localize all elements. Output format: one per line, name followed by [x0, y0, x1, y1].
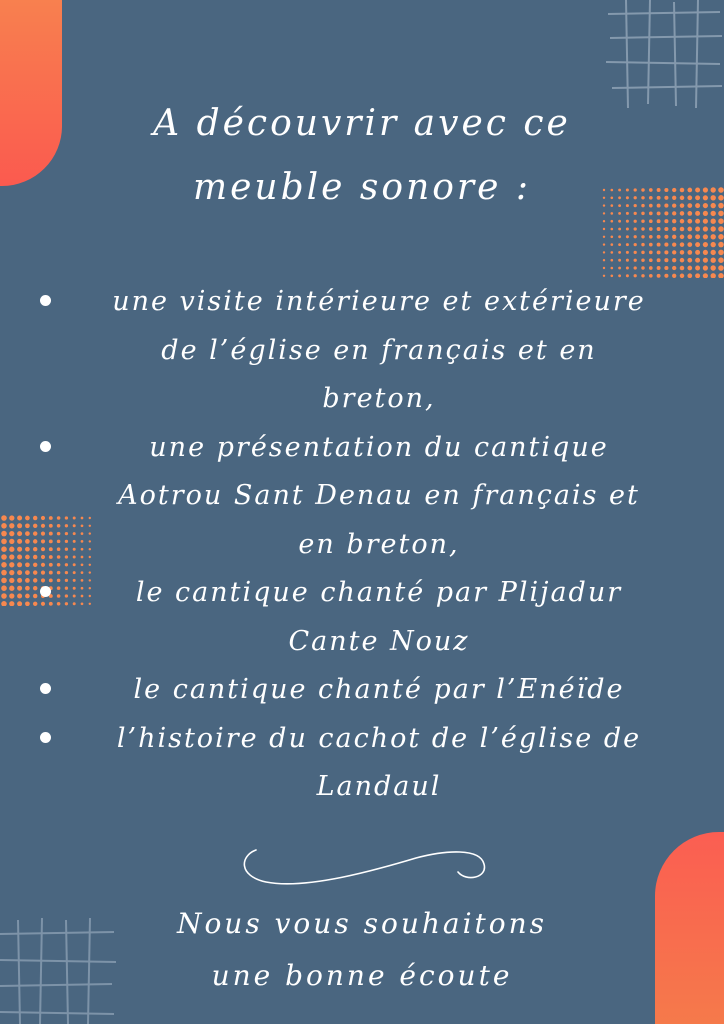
dot [680, 258, 685, 263]
dot [1, 554, 7, 560]
dot [17, 539, 22, 544]
dot [695, 234, 700, 239]
dot [1, 523, 7, 529]
dot [17, 554, 22, 559]
dot [664, 243, 668, 247]
bullet-icon [40, 295, 51, 306]
swirl-flourish-icon [236, 842, 490, 894]
dot [687, 258, 692, 263]
dot [9, 586, 14, 591]
dot [672, 266, 676, 270]
bullet-icon [40, 732, 51, 743]
dot [718, 273, 724, 278]
dot [1, 531, 7, 537]
dot [9, 547, 14, 552]
dot [718, 226, 724, 232]
bullet-icon [40, 586, 51, 597]
dot [1, 601, 7, 606]
dot [657, 243, 661, 247]
dot [711, 273, 716, 278]
dot [634, 243, 637, 246]
dot [695, 227, 700, 232]
dot [695, 273, 700, 278]
dot [695, 258, 700, 263]
dot [9, 531, 14, 536]
dot [634, 251, 637, 254]
dot [641, 258, 644, 261]
dot [610, 243, 613, 246]
dot [33, 539, 37, 543]
bullet-icon [40, 683, 51, 694]
dot [9, 578, 14, 583]
dot [603, 236, 605, 238]
dot [695, 250, 700, 255]
dot [17, 578, 22, 583]
dot [610, 228, 613, 231]
dot [1, 593, 7, 599]
dot [9, 523, 14, 528]
dot [25, 555, 30, 560]
dot [680, 250, 685, 255]
dot [25, 578, 30, 583]
dot [9, 601, 14, 606]
dot [626, 266, 629, 269]
dot [672, 242, 676, 246]
dot [641, 251, 644, 254]
dot [626, 243, 629, 246]
dot [680, 266, 685, 271]
dot [17, 570, 22, 575]
closing-message: Nous vous souhaitons une bonne écoute [176, 907, 548, 992]
dot [626, 259, 629, 262]
dot [25, 516, 30, 521]
dot [680, 242, 685, 247]
dot [664, 266, 668, 270]
dot [9, 539, 14, 544]
dot [657, 235, 661, 239]
dot [25, 562, 30, 567]
dot [711, 226, 716, 231]
feature-list [40, 278, 690, 812]
dot [1, 539, 7, 545]
dot [17, 601, 22, 606]
list-item [40, 666, 690, 715]
list-item-text: le cantique chanté par l’Enéïde [133, 674, 625, 705]
dot [657, 266, 661, 270]
dot [25, 547, 30, 552]
dot [641, 274, 644, 277]
dot [649, 266, 653, 270]
dot [703, 242, 708, 247]
dot [33, 516, 37, 520]
dot [25, 601, 30, 606]
dot [33, 531, 37, 535]
dot [1, 570, 7, 576]
dot [695, 266, 700, 271]
dot [711, 234, 716, 239]
dot [603, 243, 605, 245]
dot [25, 570, 30, 575]
dot [17, 562, 22, 567]
dot [33, 578, 37, 582]
dot [618, 251, 621, 254]
dot [687, 242, 692, 247]
list-item [40, 424, 690, 570]
dot [634, 227, 637, 230]
dot [641, 243, 644, 246]
dot [649, 251, 653, 255]
dot [649, 227, 653, 231]
dot [603, 267, 605, 269]
dot [1, 578, 7, 584]
dot [718, 257, 724, 263]
dot [703, 234, 708, 239]
dot [1, 562, 7, 568]
dot [1, 585, 7, 591]
dot [25, 531, 30, 536]
list-item [40, 715, 690, 812]
list-item-text: une présentation du cantique Aotrou Sant Denau en français et en breton, [118, 431, 640, 560]
dot [25, 594, 30, 599]
dot [618, 235, 621, 238]
list-item-text: une visite intérieure et extérieure de l’église en français et en breton, [112, 286, 646, 414]
dot [711, 265, 716, 270]
dot [603, 228, 605, 230]
dot [672, 258, 676, 262]
dot [603, 259, 605, 261]
dot [610, 259, 613, 262]
dot [618, 220, 621, 223]
dot [9, 593, 14, 598]
dot [17, 531, 22, 536]
dot [603, 275, 605, 277]
dot [634, 266, 637, 269]
dot [603, 220, 605, 222]
dot [703, 250, 708, 255]
dot [687, 266, 692, 271]
dot [33, 524, 37, 528]
dot [680, 235, 685, 240]
dot [9, 570, 14, 575]
dot [618, 274, 621, 277]
dot [672, 235, 676, 239]
list-item-text: l’histoire du cachot de l’église de Landaul [116, 722, 642, 802]
dot [17, 586, 22, 591]
dot [649, 258, 653, 262]
dot [718, 242, 724, 248]
dot [672, 250, 676, 254]
dot [9, 554, 14, 559]
dot [687, 250, 692, 255]
dot [711, 258, 716, 263]
dot [657, 227, 661, 231]
dot [634, 235, 637, 238]
dot [33, 586, 37, 590]
dot [634, 220, 637, 223]
dot [687, 234, 692, 239]
dot [618, 243, 621, 246]
dot [17, 523, 22, 528]
dot [1, 515, 7, 521]
dot [610, 220, 613, 223]
dot [33, 570, 37, 574]
dot [626, 274, 629, 277]
dot [1, 546, 7, 552]
dot [703, 265, 708, 270]
dot [718, 265, 724, 271]
dot [664, 227, 668, 231]
dot [711, 250, 716, 255]
dot [33, 555, 37, 559]
dot [649, 243, 653, 247]
dot [641, 266, 644, 269]
dot [680, 227, 685, 232]
dot [626, 220, 629, 223]
dot [687, 227, 692, 232]
dot [664, 235, 668, 239]
page-title: A découvrir avec ce meuble sonore : [153, 103, 571, 208]
dot [618, 228, 621, 231]
dot [610, 251, 613, 254]
dot [603, 251, 605, 253]
dot [33, 563, 37, 567]
dot [657, 258, 661, 262]
list-item [40, 569, 690, 666]
dot [618, 267, 621, 270]
bullet-icon [40, 441, 51, 452]
dot [9, 515, 14, 520]
dot [33, 594, 37, 598]
dot [664, 250, 668, 254]
dot [711, 242, 716, 247]
dot [649, 235, 653, 239]
dot [610, 235, 613, 238]
dot [657, 250, 661, 254]
dot [25, 586, 30, 591]
dot [641, 235, 644, 238]
dot [610, 267, 613, 270]
dot [695, 242, 700, 247]
dot [33, 602, 37, 606]
dot [17, 593, 22, 598]
dot [718, 250, 724, 256]
dot [634, 259, 637, 262]
dot [610, 274, 613, 277]
dot [17, 515, 22, 520]
dot [703, 273, 708, 278]
dot [626, 227, 629, 230]
list-item-text: le cantique chanté par Plijadur Cante Nouz [135, 577, 623, 657]
dot [703, 258, 708, 263]
dot [664, 258, 668, 262]
dot [25, 539, 30, 544]
dot [33, 547, 37, 551]
dot [718, 234, 724, 240]
list-item [40, 278, 690, 424]
dot [634, 274, 637, 277]
dot [9, 562, 14, 567]
dot [25, 523, 30, 528]
dot [17, 547, 22, 552]
dot [626, 235, 629, 238]
dot [618, 259, 621, 262]
dot [703, 226, 708, 231]
dot [626, 251, 629, 254]
dot [672, 227, 676, 231]
dot [641, 227, 644, 230]
